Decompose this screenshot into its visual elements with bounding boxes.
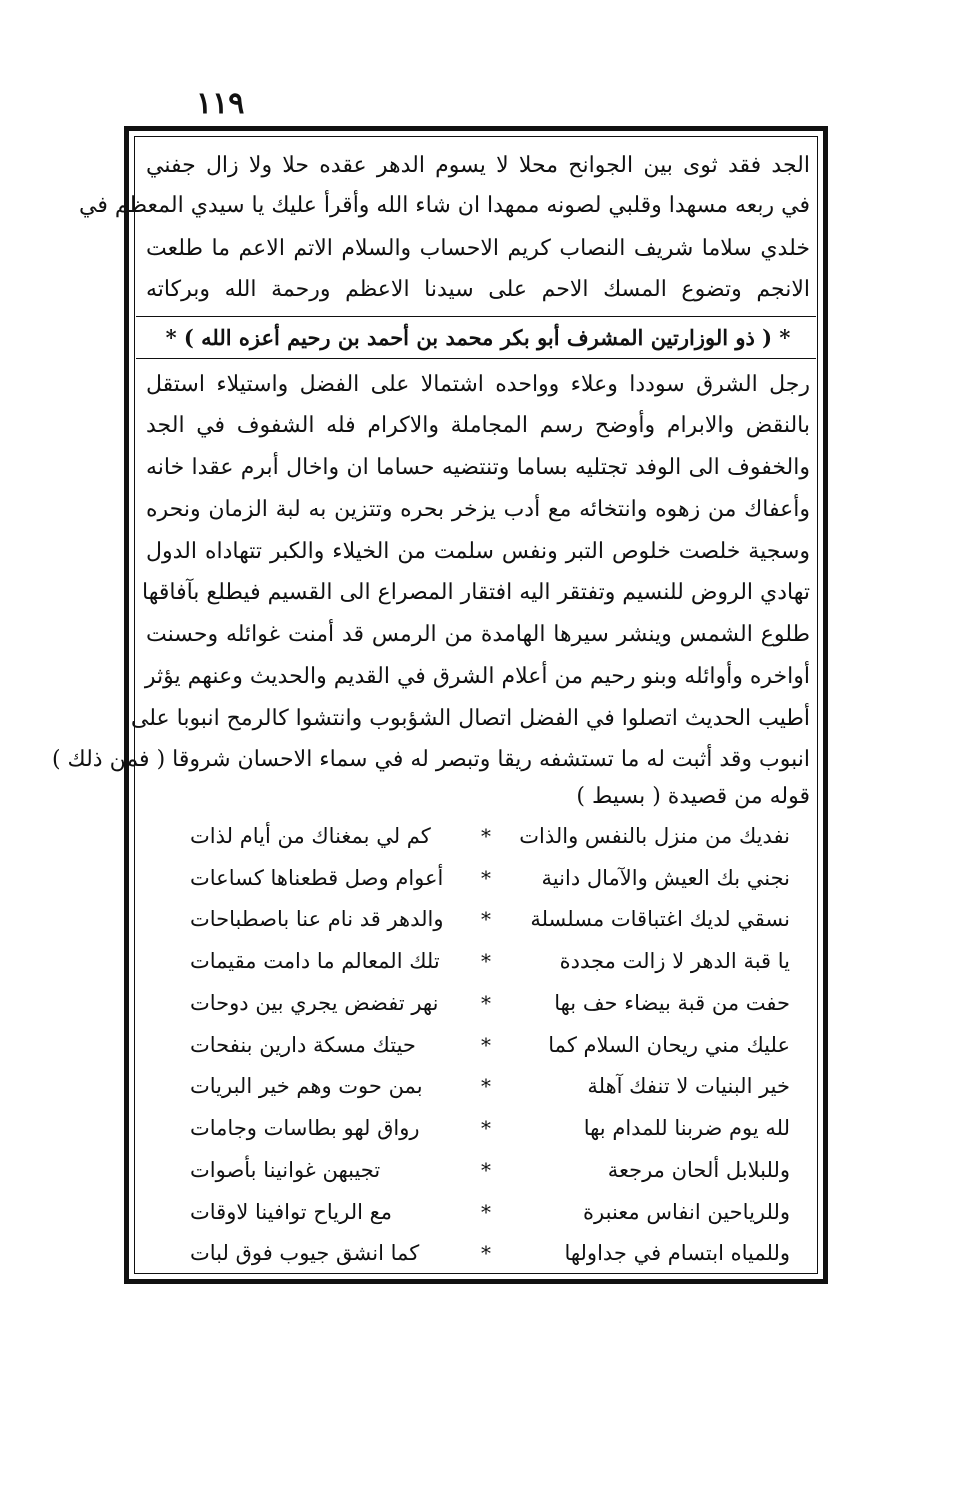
text-line: طلوع الشمس وينشر سيرها الهامدة من الرمس قد أمنت غوائله وحسنت bbox=[146, 622, 810, 647]
verse-first-hemistich: خير البنيات لا تنفك آهلة bbox=[587, 1074, 790, 1098]
verse-first-hemistich: نسقي لديك اغتباقات مسلسلة bbox=[530, 907, 790, 931]
verse-second-hemistich: نهر تفضض يجري بين دوحات bbox=[190, 991, 439, 1015]
verse-line bbox=[190, 983, 790, 1023]
verse-line bbox=[190, 1192, 790, 1232]
verse-separator: * bbox=[481, 1074, 491, 1098]
text-line: رجل الشرق سوددا وعلاء وواحده اشتمالا على الفضل واستيلاء استقل bbox=[146, 372, 810, 397]
verse-line bbox=[190, 899, 790, 939]
verse-first-hemistich: وللرياحين انفاس معنبرة bbox=[583, 1200, 790, 1224]
verse-second-hemistich: مع الرياح توافينا لاوقات bbox=[190, 1200, 393, 1224]
section-rule bbox=[136, 316, 816, 317]
verse-separator: * bbox=[481, 1116, 491, 1140]
verse-first-hemistich: وللبلابل ألحان مرجعة bbox=[607, 1158, 790, 1182]
verse-first-hemistich: نفديك من منزل بالنفس والذات bbox=[519, 824, 790, 848]
verse-first-hemistich: يا قبة الدهر لا زالت مجددة bbox=[559, 949, 790, 973]
section-rule bbox=[136, 358, 816, 359]
text-line: بالنقض والابرام وأوضح رسم المجاملة والاكرام فله الشفوف في الجد bbox=[146, 413, 810, 438]
verse-line bbox=[190, 816, 790, 856]
text-line: أواخره وأوائله وبنو رحيم من أعلام الشرق في القديم والحديث وعنهم يؤثر bbox=[144, 664, 810, 689]
verse-second-hemistich: كم لي بمغناك من أيام لذات bbox=[190, 824, 431, 848]
verse-first-hemistich: عليك مني ريحان السلام كما bbox=[548, 1033, 790, 1057]
text-line: تهادي الروض للنسيم وتفتقر اليه افتقار المصراع الى القسيم فيطلع بآفاقها bbox=[142, 580, 810, 605]
verse-second-hemistich: تلك المعالم ما دامت مقيمات bbox=[190, 949, 440, 973]
verse-separator: * bbox=[481, 1200, 491, 1224]
text-line: خلدي سلاما شريف النصاب كريم الاحساب والسلام الاتم الاعم ما طلعت bbox=[146, 236, 810, 261]
text-line: في ربعه مسهدا وقلبي لصونه ممهدا ان شاء الله وأقرأ عليك يا سيدي المعظم في bbox=[79, 193, 810, 218]
verse-separator: * bbox=[481, 991, 491, 1015]
verse-second-hemistich: أعوام وصل قطعناها كساعات bbox=[190, 866, 444, 890]
verse-second-hemistich: كما انشق جيوب فوق لبات bbox=[190, 1241, 420, 1265]
verse-line bbox=[190, 1025, 790, 1065]
text-line: أطيب الحديث اتصلوا في الفضل اتصال الشؤبوب وانتشوا كالرمح انبوبا على bbox=[130, 706, 810, 731]
verse-line bbox=[190, 1066, 790, 1106]
verse-line bbox=[190, 1233, 790, 1273]
verse-second-hemistich: حيتك مسكة دارين بنفحات bbox=[190, 1033, 416, 1057]
text-line: والخفوف الى الوفد تجتليه بساما وتنتضيه حساما ان واخال أبرم عقدا خانه bbox=[146, 455, 810, 480]
verse-separator: * bbox=[481, 866, 491, 890]
verse-second-hemistich: والدهر قد نام عنا باصطباحات bbox=[190, 907, 444, 931]
section-heading: * ( ذو الوزارتين المشرف أبو بكر محمد بن أحمد بن رحيم أعزه الله ) * bbox=[165, 325, 791, 350]
text-line: وأعفاك من زهوه وانتخائه مع أدب يزخر بحره وتتزين به لبة الزمان ونحره bbox=[146, 497, 810, 522]
verse-separator: * bbox=[481, 949, 491, 973]
text-line: الجد فقد ثوى بين الجوانح محلا لا يسوم الدهر عقده حلا ولا زال جفني bbox=[146, 153, 810, 178]
verse-second-hemistich: رواق لهو بطاسات وجامات bbox=[190, 1116, 420, 1140]
verse-separator: * bbox=[481, 1158, 491, 1182]
verse-separator: * bbox=[481, 824, 491, 848]
verse-line bbox=[190, 1108, 790, 1148]
poem-intro: قوله من قصيدة ( بسيط ) bbox=[576, 784, 810, 809]
verse-separator: * bbox=[481, 907, 491, 931]
verse-line bbox=[190, 941, 790, 981]
verse-second-hemistich: تجيبهن غوانينا بأصوات bbox=[190, 1158, 381, 1182]
verse-first-hemistich: لله يوم ضربنا للمدام بها bbox=[583, 1116, 790, 1140]
page-number: ١١٩ bbox=[196, 86, 245, 121]
text-line: انبوب وقد أثبت له ما تستشفه ريقا وتبصر له في سماء الاحسان شروقا ( فمن ذلك ) bbox=[51, 747, 810, 772]
verse-separator: * bbox=[481, 1033, 491, 1057]
verse-second-hemistich: بمن حوت وهم خير البريات bbox=[190, 1074, 423, 1098]
text-line: الانجم وتضوع المسك الاحم على سيدنا الاعظم ورحمة الله وبركاته bbox=[146, 277, 810, 302]
verse-line bbox=[190, 1150, 790, 1190]
verse-first-hemistich: حفت من قبة بيضاء حف بها bbox=[554, 991, 790, 1015]
verse-first-hemistich: نجني بك العيش والآمال دانية bbox=[541, 866, 790, 890]
text-line: وسجية خلصت خلوص التبر ونفس سلمت من الخيلاء والكبر تتهاداه الدول bbox=[146, 539, 810, 564]
verse-line bbox=[190, 858, 790, 898]
verse-first-hemistich: وللمياه ابتسام في جداولها bbox=[564, 1241, 790, 1265]
verse-separator: * bbox=[481, 1241, 491, 1265]
